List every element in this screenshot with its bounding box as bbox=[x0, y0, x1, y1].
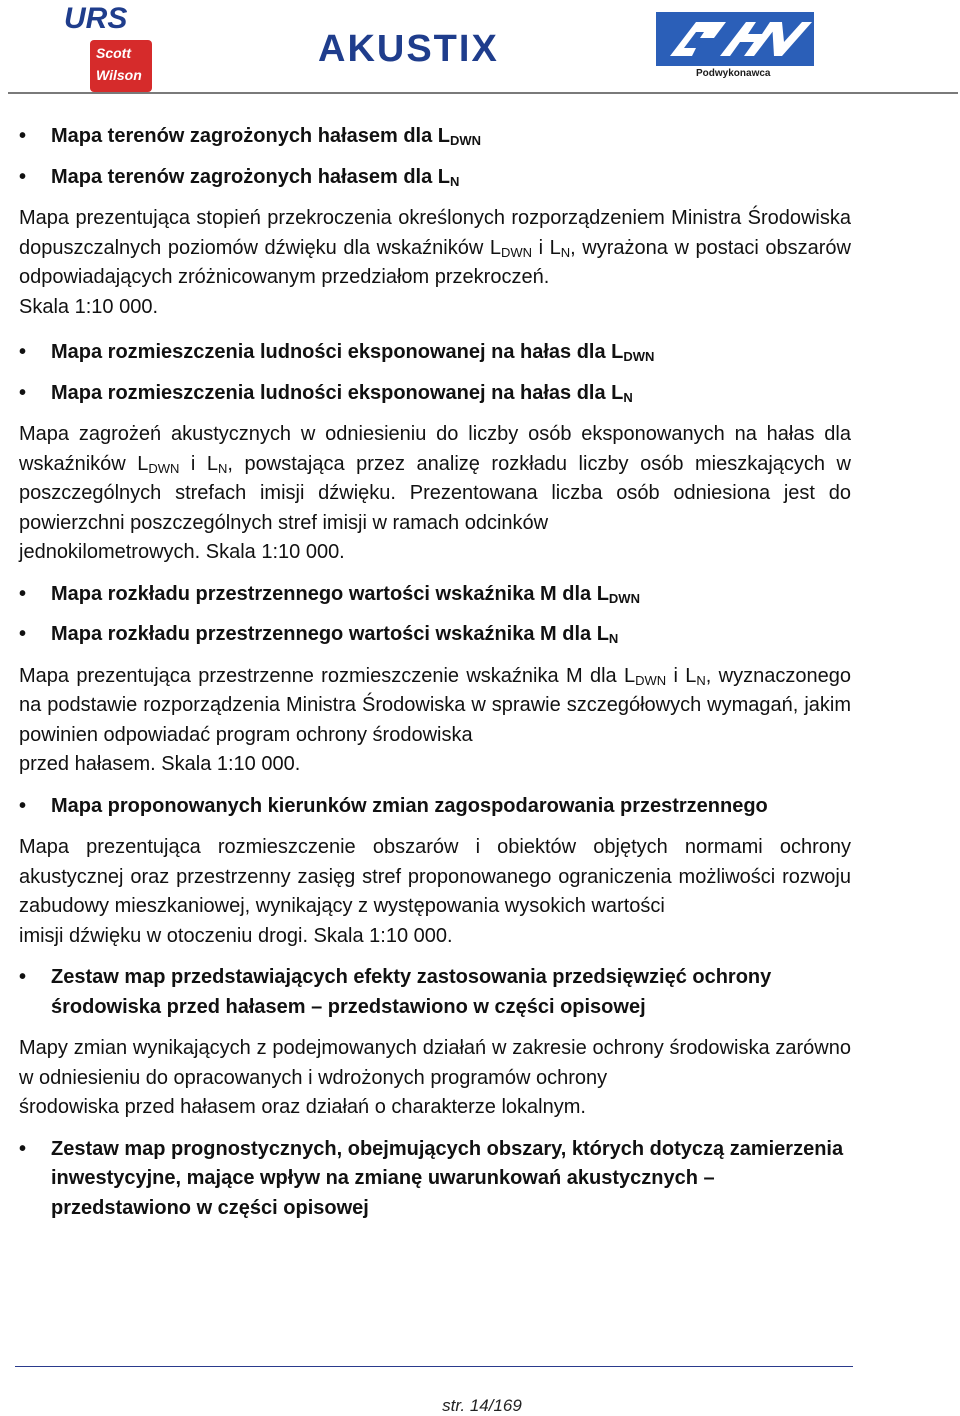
paragraph bbox=[19, 1034, 851, 1123]
bullet-icon: • bbox=[19, 582, 27, 605]
footer-divider bbox=[15, 1366, 853, 1367]
list-item bbox=[19, 620, 851, 650]
bullet-icon: • bbox=[19, 341, 27, 363]
subscript: N bbox=[696, 672, 706, 688]
list-item bbox=[19, 163, 851, 193]
dhv-caption: Podwykonawca bbox=[696, 68, 771, 79]
paragraph-text: , wyrażona w postaci obszarów odpowiadających zróżnicowanym przedziałom przekroczeń. bbox=[19, 236, 851, 288]
list-item bbox=[19, 1135, 851, 1224]
list-item bbox=[19, 338, 851, 368]
paragraph-last-line: środowiska przed hałasem oraz działań o charakterze lokalnym. bbox=[19, 1096, 586, 1118]
list-item bbox=[19, 792, 851, 822]
paragraph-text: Mapa prezentująca przestrzenne rozmieszczenie wskaźnika M dla L bbox=[19, 664, 636, 687]
paragraph-text: Mapa prezentująca stopień przekroczenia określonych rozporządzeniem Ministra Środowiska dopuszczalnych poziomów dźwięku dla wskaźników L bbox=[19, 207, 851, 259]
list-item bbox=[19, 122, 851, 152]
bullet-text: Mapa terenów zagrożonych hałasem dla L bbox=[51, 125, 450, 147]
subscript: N bbox=[623, 389, 633, 405]
subscript: N bbox=[608, 631, 619, 646]
paragraph-text: Mapa zagrożeń akustycznych w odniesieniu do liczby osób eksponowanych na hałas dla wskaźników L bbox=[19, 423, 851, 475]
subscript: DWN bbox=[449, 133, 482, 148]
paragraph bbox=[19, 833, 851, 951]
paragraph-text: , powstająca przez analizę rozkładu liczby osób mieszkających w poszczególnych strefach imisji dźwięku. Prezentowana liczba osób odniesiona jest do powierzchni poszczególnych stref imisji w ramach odcinków bbox=[19, 452, 851, 534]
subscript: DWN bbox=[608, 590, 640, 606]
bullet-text: Zestaw map prognostycznych, obejmujących obszary, których dotyczą zamierzenia inwestycyjne, mające wpływ na zmianę uwarunkowań akustycznych – przedstawiono w części opisowej bbox=[51, 1137, 844, 1219]
paragraph-last-line: Skala 1:10 000. bbox=[19, 295, 158, 318]
urs-scott-wilson-logo bbox=[62, 2, 158, 94]
paragraph-text: i L bbox=[666, 664, 697, 687]
paragraph-text: Mapy zmian wynikających z podejmowanych działań w zakresie ochrony środowiska zarówno w odniesieniu do opracowanych i wdrożonych programów ochrony bbox=[19, 1037, 851, 1089]
paragraph bbox=[19, 420, 851, 568]
list-item bbox=[19, 963, 851, 1022]
bullet-text: Mapa proponowanych kierunków zmian zagospodarowania przestrzennego bbox=[51, 794, 768, 817]
bullet-text: Zestaw map przedstawiających efekty zastosowania przedsięwzięć ochrony środowiska przed hałasem – przedstawiono w części opisowej bbox=[51, 966, 772, 1018]
paragraph bbox=[19, 204, 851, 322]
paragraph-last-line: jednokilometrowych. Skala 1:10 000. bbox=[19, 541, 345, 563]
subscript: DWN bbox=[635, 672, 667, 688]
dhv-logo-graphic bbox=[656, 12, 814, 66]
bullet-icon: • bbox=[19, 165, 27, 188]
akustix-logo bbox=[318, 22, 504, 72]
paragraph bbox=[19, 662, 851, 780]
wilson-logo-text: Wilson bbox=[96, 67, 142, 83]
paragraph-text: , wyznaczonego na podstawie rozporządzenia Ministra Środowiska w sprawie szczegółowych wymagań, jakim powinien odpowiadać program ochrony środowiska bbox=[19, 664, 851, 746]
paragraph-text: i L bbox=[179, 452, 219, 475]
list-item bbox=[19, 379, 851, 409]
page-header bbox=[0, 0, 960, 96]
scott-wilson-badge bbox=[90, 40, 152, 92]
bullet-icon: • bbox=[19, 966, 27, 988]
bullet-text: Mapa rozmieszczenia ludności eksponowanej na hałas dla L bbox=[51, 341, 624, 363]
subscript: DWN bbox=[500, 244, 533, 260]
bullet-icon: • bbox=[19, 381, 27, 404]
subscript: N bbox=[449, 173, 460, 189]
paragraph-text: i L bbox=[532, 236, 561, 259]
document-body bbox=[19, 118, 851, 1223]
bullet-text: Mapa rozkładu przestrzennego wartości wskaźnika M dla L bbox=[51, 582, 609, 605]
paragraph-last-line: imisji dźwięku w otoczeniu drogi. Skala 1:10 000. bbox=[19, 924, 453, 947]
bullet-icon: • bbox=[19, 794, 27, 817]
urs-logo-text: URS bbox=[64, 2, 128, 35]
paragraph-text: Mapa prezentująca rozmieszczenie obszarów i obiektów objętych normami ochrony akustycznej oraz przestrzenny zasięg stref proponowanego ograniczenia możliwości rozwoju zabudowy mieszkaniowej, wynikający z występowania wysokich wartości bbox=[19, 836, 851, 917]
bullet-icon: • bbox=[19, 1137, 27, 1160]
subscript: N bbox=[560, 244, 571, 260]
subscript: DWN bbox=[623, 349, 655, 364]
dhv-logo bbox=[656, 12, 816, 86]
akustix-logo-text: AKUSTIX bbox=[318, 28, 499, 70]
scott-logo-text: Scott bbox=[96, 45, 131, 61]
bullet-icon: • bbox=[19, 125, 27, 147]
dhv-logo-mark bbox=[656, 12, 814, 66]
bullet-text: Mapa rozmieszczenia ludności eksponowanej na hałas dla L bbox=[51, 381, 624, 404]
bullet-icon: • bbox=[19, 623, 27, 645]
bullet-text: Mapa terenów zagrożonych hałasem dla L bbox=[51, 165, 450, 188]
bullet-text: Mapa rozkładu przestrzennego wartości wskaźnika M dla L bbox=[51, 623, 609, 645]
subscript: DWN bbox=[148, 460, 180, 476]
header-divider bbox=[8, 92, 958, 94]
paragraph-last-line: przed hałasem. Skala 1:10 000. bbox=[19, 753, 301, 775]
list-item bbox=[19, 580, 851, 610]
subscript: N bbox=[218, 460, 228, 476]
page-number: str. 14/169 bbox=[442, 1396, 522, 1415]
